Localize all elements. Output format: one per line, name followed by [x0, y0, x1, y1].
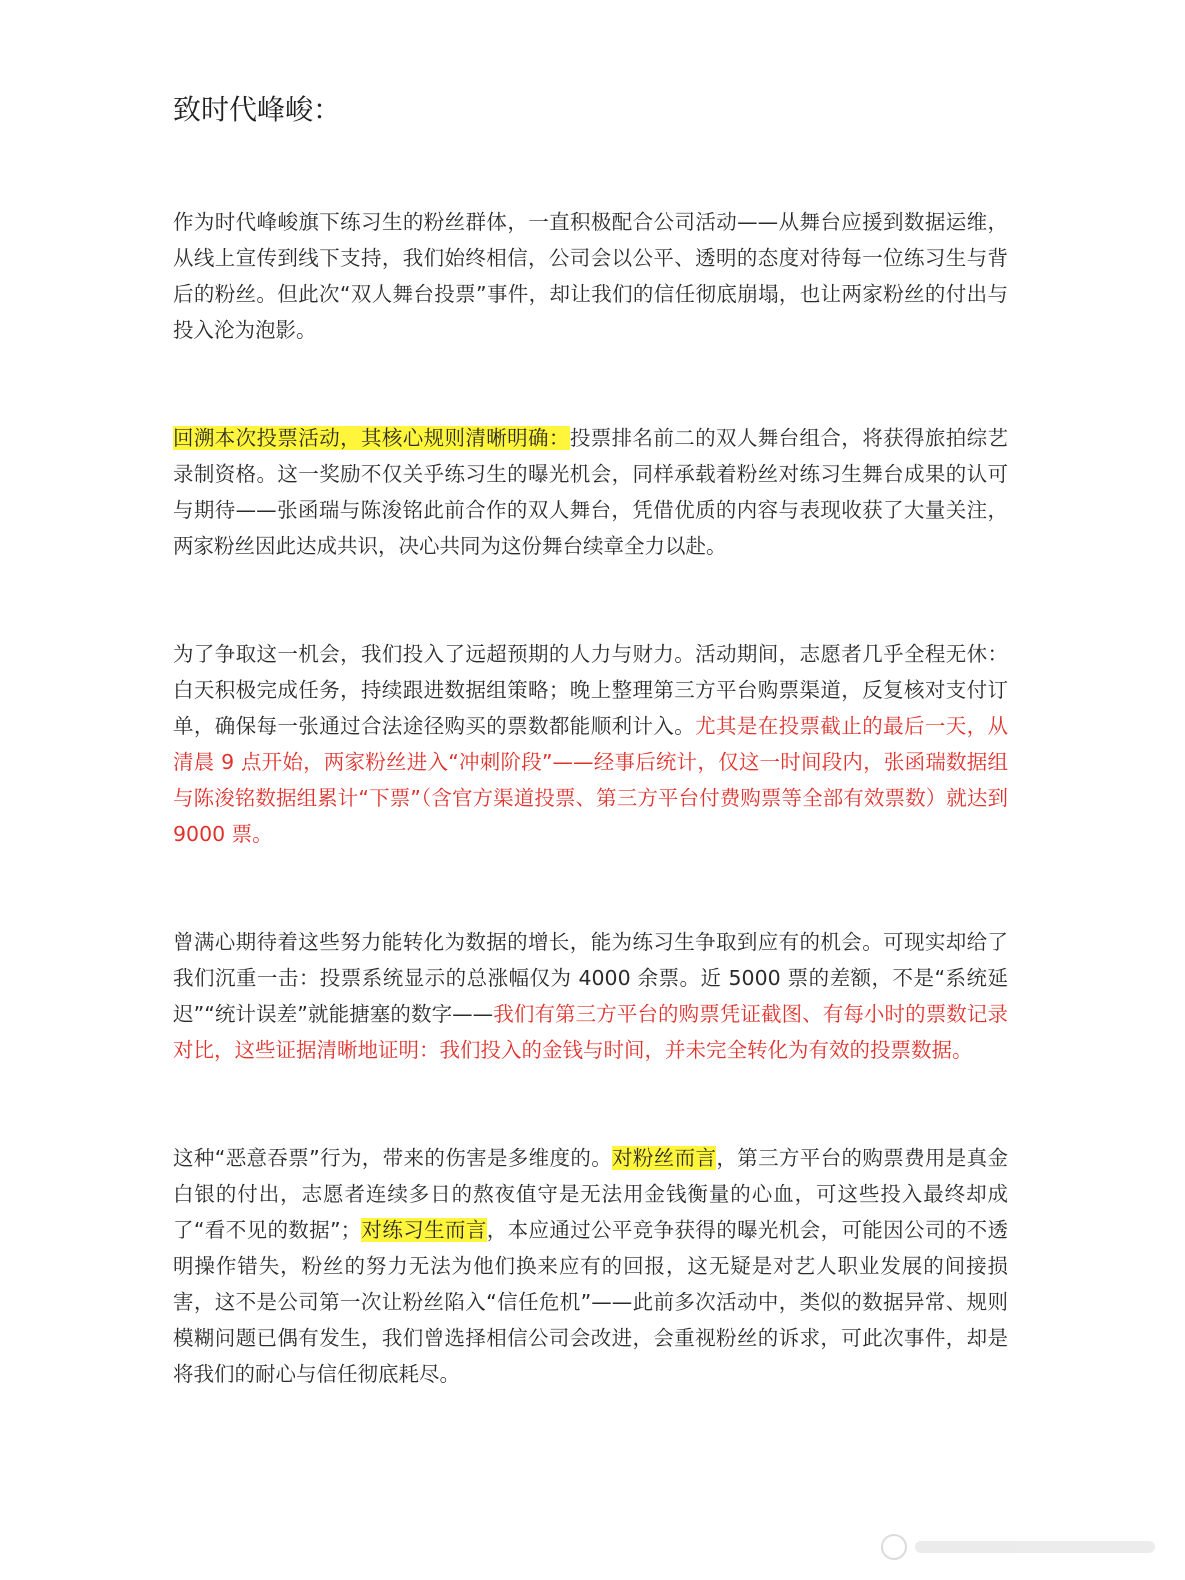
paragraph-3 [173, 636, 1008, 852]
letter-title: 致时代峰峻： [173, 93, 342, 126]
paragraph-5-text-1: 这种“恶意吞票”行为，带来的伤害是多维度的。 [173, 1146, 613, 1170]
highlight-trainees: 对练习生而言 [361, 1218, 487, 1242]
paragraph-4-red-emphasis: 我们有第三方平台的购票凭证截图、有每小时的票数记录对比，这些证据清晰地证明：我们投入的金钱与时间，并未完全转化为有效的投票数据。 [173, 1002, 1008, 1062]
paragraph-4 [173, 924, 1008, 1068]
highlight-fans: 对粉丝而言 [612, 1146, 717, 1170]
paragraph-1-text: 作为时代峰峻旗下练习生的粉丝群体，一直积极配合公司活动——从舞台应援到数据运维，从线上宣传到线下支持，我们始终相信，公司会以公平、透明的态度对待每一位练习生与背后的粉丝。但此次“双人舞台投票”事件，却让我们的信任彻底崩塌，也让两家粉丝的付出与投入沦为泡影。 [173, 210, 1008, 342]
highlighted-rule-summary: 回溯本次投票活动，其核心规则清晰明确： [173, 426, 570, 450]
paragraph-2 [173, 420, 1008, 564]
paragraph-5-text-2: ，第三方平台的购票费用是真金白银的付出，志愿者连续多日的熬夜值守是无法用金钱衡量的心血，可这些投入最终却成了“看不见的数据”； [173, 1146, 1008, 1242]
paragraph-2-text: 投票排名前二的双人舞台组合，将获得旅拍综艺录制资格。这一奖励不仅关乎练习生的曝光机会，同样承载着粉丝对练习生舞台成果的认可与期待——张函瑞与陈浚铭此前合作的双人舞台，凭借优质的内容与表现收获了大量关注，两家粉丝因此达成共识，决心共同为这份舞台续章全力以赴。 [173, 426, 1009, 558]
watermark-handle [915, 1541, 1155, 1553]
document-body [173, 88, 1008, 1392]
paragraph-3-text: 为了争取这一机会，我们投入了远超预期的人力与财力。活动期间，志愿者几乎全程无休：白天积极完成任务，持续跟进数据组策略；晚上整理第三方平台购票渠道，反复核对支付订单，确保每一张通过合法途径购买的票数都能顺利计入。 [173, 642, 1008, 738]
paragraph-3-red-emphasis: 尤其是在投票截止的最后一天，从清晨 9 点开始，两家粉丝进入“冲刺阶段”——经事后统计，仅这一时间段内，张函瑞数据组与陈浚铭数据组累计“下票”（含官方渠道投票、第三方平台付费购票等全部有效票数）就达到 9000 票。 [173, 714, 1009, 846]
paragraph-4-text: 曾满心期待着这些努力能转化为数据的增长，能为练习生争取到应有的机会。可现实却给了我们沉重一击：投票系统显示的总涨幅仅为 4000 余票。近 5000 票的差额，不是“系统延迟”“统计误差”就能搪塞的数字—— [173, 930, 1008, 1026]
paragraph-1 [173, 204, 1008, 348]
watermark-logo-icon [881, 1534, 907, 1560]
paragraph-5 [173, 1140, 1008, 1392]
paragraph-5-text-3: ，本应通过公平竞争获得的曝光机会，可能因公司的不透明操作错失，粉丝的努力无法为他们换来应有的回报，这无疑是对艺人职业发展的间接损害，这不是公司第一次让粉丝陷入“信任危机”——此前多次活动中，类似的数据异常、规则模糊问题已偶有发生，我们曾选择相信公司会改进，会重视粉丝的诉求，可此次事件，却是将我们的耐心与信任彻底耗尽。 [173, 1218, 1009, 1386]
watermark [881, 1534, 1155, 1560]
